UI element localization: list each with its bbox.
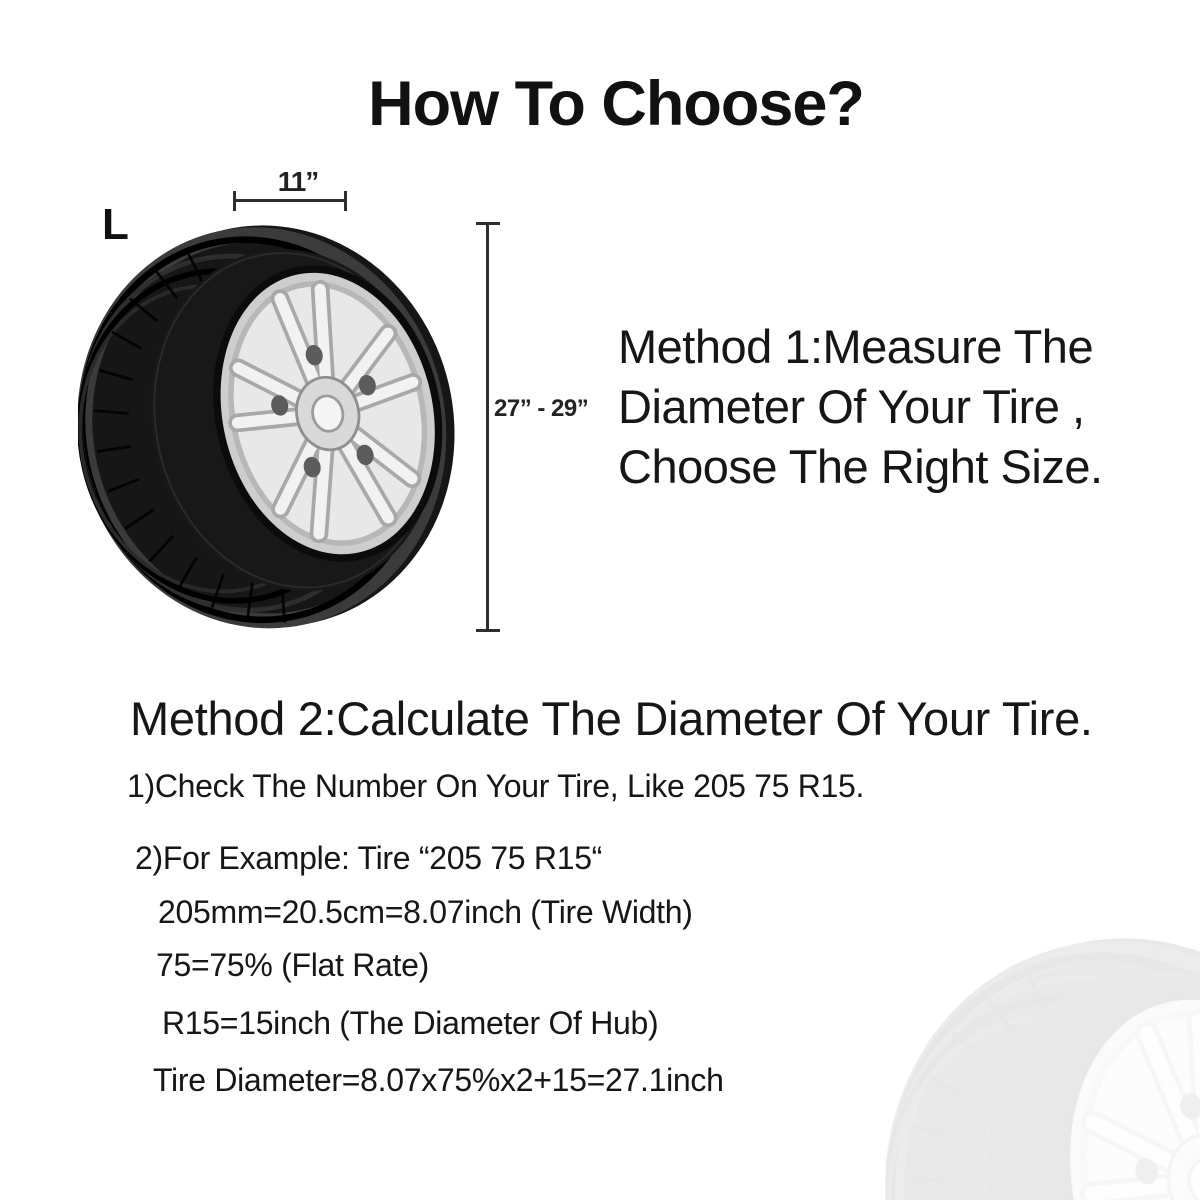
diameter-measure-cap-bottom bbox=[476, 629, 500, 632]
method2-step-2: 2)For Example: Tire “205 75 R15“ bbox=[135, 840, 603, 876]
method1-text bbox=[618, 317, 1103, 497]
diameter-measurement-label: 27” - 29” bbox=[494, 395, 589, 422]
diameter-measure-cap-top bbox=[476, 222, 500, 225]
diameter-measure-bracket bbox=[476, 222, 500, 632]
method1-line-1: Method 1:Measure The bbox=[618, 320, 1094, 373]
width-measure-tick-left bbox=[233, 191, 236, 211]
method2-heading: Method 2:Calculate The Diameter Of Your Tire. bbox=[130, 692, 1093, 745]
tire-wheel-photo bbox=[78, 212, 462, 638]
method2-step-3: 205mm=20.5cm=8.07inch (Tire Width) bbox=[158, 894, 693, 930]
method2-step-4: 75=75% (Flat Rate) bbox=[156, 947, 429, 983]
method2-step-5: R15=15inch (The Diameter Of Hub) bbox=[162, 1005, 659, 1041]
page-title: How To Choose? bbox=[368, 69, 864, 139]
width-measurement-label: 11” bbox=[277, 166, 319, 197]
width-measure-bracket bbox=[233, 191, 347, 211]
tire-watermark-icon bbox=[884, 930, 1200, 1200]
method2-step-6: Tire Diameter=8.07x75%x2+15=27.1inch bbox=[153, 1062, 724, 1098]
width-measure-line bbox=[233, 199, 347, 202]
diameter-measure-line bbox=[486, 222, 489, 632]
method2-step-1: 1)Check The Number On Your Tire, Like 205 75 R15. bbox=[127, 768, 865, 804]
method1-line-2: Diameter Of Your Tire , bbox=[618, 380, 1085, 433]
size-letter-label: L bbox=[102, 200, 129, 249]
width-measure-tick-right bbox=[344, 191, 347, 211]
method1-line-3: Choose The Right Size. bbox=[618, 440, 1103, 493]
